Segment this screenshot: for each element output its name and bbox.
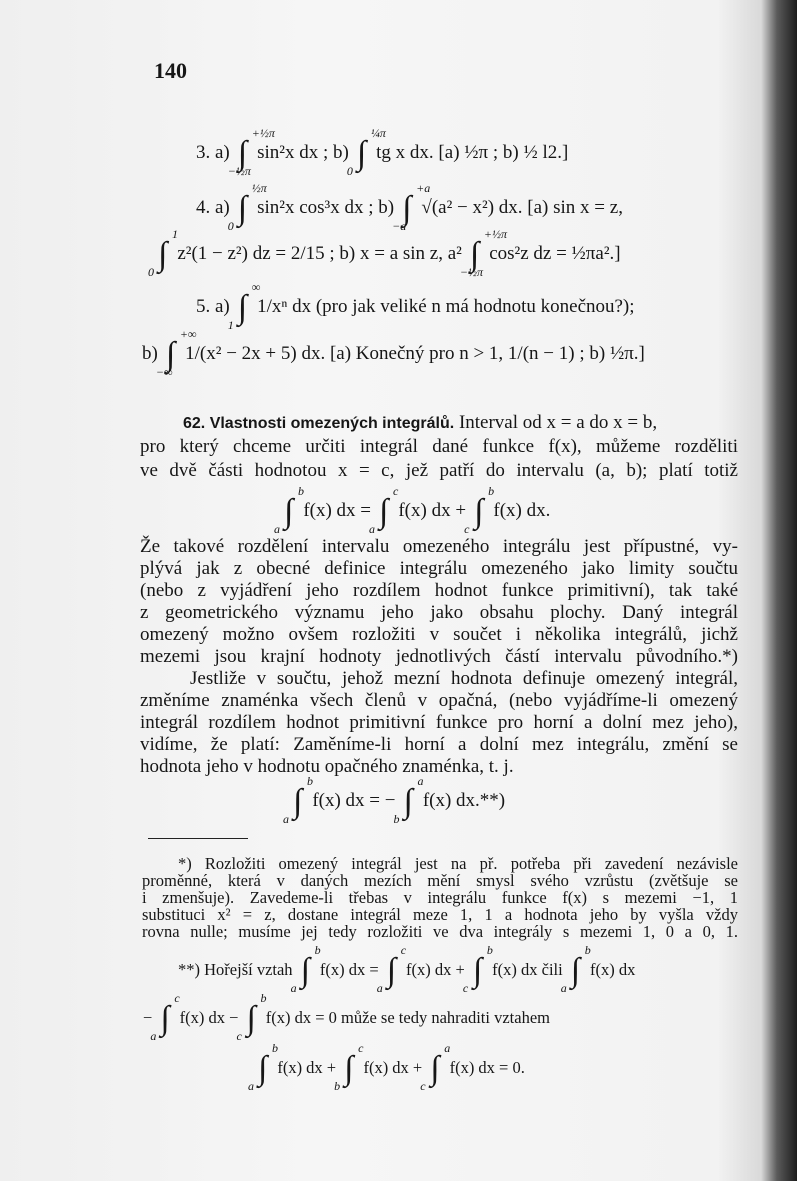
formula-text: f(x) dx + — [398, 500, 467, 521]
upper-limit: ½π — [251, 181, 267, 195]
integral-sign-icon: ∫ ∞ 1 — [227, 280, 261, 332]
formula-text: 5. a) — [196, 296, 230, 317]
upper-limit: 1 — [172, 227, 178, 241]
integral-sign-icon: ∫ b a — [560, 943, 591, 995]
lower-limit: a — [283, 812, 289, 826]
lower-limit: a — [248, 1079, 254, 1093]
upper-limit: c — [393, 484, 399, 498]
paragraph-line: změníme znaménka všech členů v opačná, (nebo vyjádříme-li omezený — [140, 690, 738, 711]
formula-text: f(x) dx. — [493, 500, 551, 521]
upper-limit: b — [488, 484, 495, 498]
page-number: 140 — [154, 58, 187, 83]
exercise-5a — [196, 280, 635, 332]
exercise-4 — [196, 181, 623, 233]
upper-limit: c — [400, 943, 407, 957]
footnote-1-line: i zmenšuje). Zavedeme-li třebas v integrálu funkce f(x) s mezemi −1, 1 — [142, 888, 738, 907]
formula-text: sin²x cos³x dx ; b) — [257, 197, 395, 218]
footnote-2-line-1 — [178, 943, 636, 995]
integral-sign-icon: ∫ ½π 0 — [227, 181, 267, 233]
integral-sign-icon: ∫ c b — [334, 1041, 364, 1093]
upper-limit: b — [298, 484, 304, 498]
integral-sign-icon: ∫ +½π −½π — [227, 126, 275, 178]
integral-sign-icon: ∫ a b — [393, 774, 424, 826]
upper-limit: b — [272, 1041, 278, 1055]
integral-sign-icon: ∫ b c — [462, 943, 493, 995]
upper-limit: c — [174, 991, 180, 1005]
lower-limit: a — [290, 981, 297, 995]
upper-limit: b — [584, 943, 591, 957]
integral-sign-icon: ∫ c a — [369, 484, 399, 536]
formula-text: f(x) dx — [590, 960, 636, 979]
upper-limit: ¼π — [370, 126, 386, 140]
formula-text: sin²x dx ; b) — [257, 142, 349, 163]
upper-limit: a — [417, 774, 424, 788]
formula-text: cos²z dz = ½πa².] — [489, 243, 621, 264]
integral-sign-icon: ∫ +∞ −∞ — [155, 327, 197, 379]
lower-limit: a — [376, 981, 383, 995]
section-intro — [183, 412, 657, 435]
upper-limit: +½π — [251, 126, 275, 140]
lower-limit: −a — [392, 219, 407, 233]
lower-limit: c — [236, 1029, 242, 1043]
exercise-5b — [142, 327, 645, 379]
footnote-1-line: rovna nulle; musíme jej tedy rozložiti ve dva integrály s mezemi 1, 0 a 0, 1. — [142, 922, 738, 941]
lower-limit: 0 — [346, 164, 353, 178]
formula-split — [274, 484, 551, 536]
lower-limit: c — [420, 1079, 426, 1093]
formula-text: f(x) dx = − — [312, 790, 396, 811]
formula-text: f(x) dx + — [363, 1058, 423, 1077]
formula-text: 1/(x² − 2x + 5) dx. [a) Konečný pro n > 1, 1/(n − 1) ; b) ½π.] — [185, 343, 645, 364]
formula-text: b) — [142, 343, 158, 364]
lower-limit: a — [150, 1029, 157, 1043]
footnote-1-line: proměnné, která v daných mezích mění smysl svého vzrůstu (zvětšuje se — [142, 871, 738, 890]
lower-limit: a — [274, 522, 280, 536]
formula-text: f(x) dx − — [179, 1008, 239, 1027]
exercise-4-answer — [148, 227, 621, 279]
section-line: ve dvě části hodnotou x = c, jež patří do intervalu (a, b); platí totiž — [140, 460, 738, 481]
upper-limit: b — [307, 774, 313, 788]
upper-limit: c — [358, 1041, 364, 1055]
lower-limit: −½π — [227, 164, 251, 178]
section-line: pro který chceme určiti integrál dané funkce f(x), můžeme rozděliti — [140, 436, 738, 457]
lower-limit: c — [462, 981, 469, 995]
formula-text: √(a² − x²) dx. [a) sin x = z, — [421, 197, 623, 218]
formula-text: f(x) dx = — [319, 960, 379, 979]
integral-sign-icon: ∫ c a — [376, 943, 407, 995]
upper-limit: +∞ — [179, 327, 197, 341]
formula-text: f(x) dx.**) — [422, 790, 506, 811]
formula-text: f(x) dx + — [406, 960, 465, 979]
lower-limit: c — [464, 522, 470, 536]
integral-sign-icon: ∫ b c — [236, 991, 267, 1043]
paragraph-line: z geometrického významu jeho jako obsahu plochy. Daný integrál — [140, 602, 738, 623]
lower-limit: a — [560, 981, 567, 995]
lower-limit: a — [369, 522, 376, 536]
footnote-1-line: *) Rozložiti omezený integrál jest na př. potřeba při zavedení nezávisle — [178, 854, 738, 873]
paragraph-line: hodnota jeho v hodnotu opačného znaménka, t. j. — [140, 756, 514, 777]
formula-text: f(x) dx = — [303, 500, 372, 521]
lower-limit: 0 — [148, 265, 154, 279]
integral-sign-icon: ∫ ¼π 0 — [346, 126, 386, 178]
lower-limit: −½π — [459, 265, 483, 279]
integral-sign-icon: ∫ b a — [274, 484, 304, 536]
upper-limit: a — [444, 1041, 451, 1055]
integral-sign-icon: ∫ b a — [283, 774, 313, 826]
formula-text: 3. a) — [196, 142, 230, 163]
section-line: Interval od x = a do x = b, — [454, 412, 658, 433]
exercise-3 — [196, 126, 569, 178]
upper-limit: b — [314, 943, 321, 957]
paragraph-line: vidíme, že platí: Zaměníme-li horní a dolní mez integrálu, změní se — [140, 734, 738, 755]
formula-text: **) Hořejší vztah — [178, 960, 293, 979]
integral-sign-icon: ∫ c a — [150, 991, 180, 1043]
formula-text: f(x) dx = 0 může se tedy nahraditi vztahem — [265, 1008, 550, 1027]
formula-text: 4. a) — [196, 197, 230, 218]
section-heading: 62. Vlastnosti omezených integrálů. — [183, 415, 455, 432]
paragraph-line: Jestliže v součtu, jehož mezní hodnota definuje omezený integrál, — [190, 668, 738, 689]
paragraph-line: integrál rozdílem hodnot primitivní funkce pro horní a dolní mez jeho), — [140, 712, 738, 733]
footnote-divider — [148, 838, 248, 839]
formula-text: f(x) dx + — [277, 1058, 337, 1077]
integral-sign-icon: ∫ b c — [464, 484, 495, 536]
upper-limit: ∞ — [251, 280, 261, 294]
upper-limit: +a — [416, 181, 431, 195]
integral-sign-icon: ∫ +a −a — [392, 181, 431, 233]
paragraph-line: mezemi jsou krajní hodnoty jednotlivých částí intervalu původního.*) — [140, 646, 738, 667]
integral-sign-icon: ∫ +½π −½π — [459, 227, 507, 279]
lower-limit: b — [393, 812, 400, 826]
upper-limit: b — [260, 991, 267, 1005]
footnote-2-line-2 — [143, 991, 550, 1043]
paragraph-line: (nebo z vyjádření jeho rozdílem hodnot funkce primitivní), tak také — [140, 580, 738, 601]
formula-swap — [283, 774, 506, 826]
formula-text: z²(1 − z²) dz = 2/15 ; b) x = a sin z, a² — [177, 243, 462, 264]
upper-limit: b — [486, 943, 493, 957]
formula-text: f(x) dx = 0. — [449, 1058, 525, 1077]
formula-text: tg x dx. [a) ½π ; b) ½ l2.] — [376, 142, 569, 163]
footnote-2-formula — [248, 1041, 525, 1093]
footnote-1-line: substituci x² = z, dostane integrál meze 1, 1 a hodnota jeho by vyšla vždy — [142, 905, 738, 924]
lower-limit: 0 — [227, 219, 234, 233]
lower-limit: b — [334, 1079, 341, 1093]
formula-text: f(x) dx čili — [492, 960, 563, 979]
paragraph-line: omezený možno ovšem rozložiti v součet i několika integrálů, jichž — [140, 624, 738, 645]
integral-sign-icon: ∫ 1 0 — [148, 227, 178, 279]
lower-limit: −∞ — [155, 365, 173, 379]
paragraph-line: plývá jak z obecné definice integrálu omezeného jako limity součtu — [140, 558, 738, 579]
integral-sign-icon: ∫ a c — [420, 1041, 451, 1093]
formula-text: 1/xⁿ dx (pro jak veliké n má hodnotu konečnou?); — [257, 296, 635, 317]
integral-sign-icon: ∫ b a — [290, 943, 321, 995]
lower-limit: 1 — [227, 318, 234, 332]
paragraph-line: Že takové rozdělení intervalu omezeného integrálu jest přípustné, vy- — [140, 536, 738, 557]
upper-limit: +½π — [483, 227, 507, 241]
formula-text: − — [143, 1008, 153, 1027]
integral-sign-icon: ∫ b a — [248, 1041, 278, 1093]
